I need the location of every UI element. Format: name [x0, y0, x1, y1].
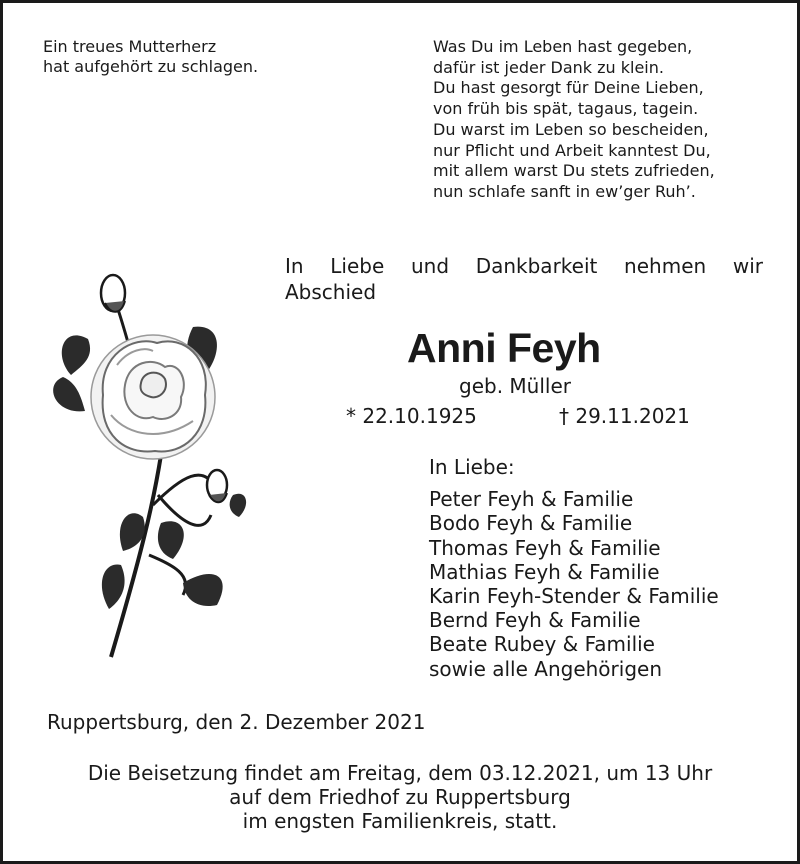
rose-illustration — [33, 265, 273, 665]
poem-line: von früh bis spät, tagaus, tagein. — [433, 99, 699, 119]
funeral-line: auf dem Friedhof zu Ruppertsburg — [229, 785, 571, 809]
poem-line: nur Pflicht und Arbeit kanntest Du, — [433, 140, 711, 160]
motto-left-line: hat aufgehört zu schlagen. — [43, 57, 259, 76]
maiden-name: geb. Müller — [459, 374, 571, 398]
mourners-heading: In Liebe: — [429, 455, 515, 479]
deceased-name: Anni Feyh — [407, 325, 601, 371]
mourners-list — [429, 455, 719, 681]
death-date: † 29.11.2021 — [559, 404, 690, 428]
funeral-notice — [3, 761, 797, 833]
poem-line: mit allem warst Du stets zufrieden, — [433, 161, 715, 181]
funeral-line: im engsten Familienkreis, statt. — [242, 809, 558, 833]
poem-line: nun schlafe sanft in ew’ger Ruh’. — [433, 181, 696, 201]
farewell-intro: In Liebe und Dankbarkeit nehmen wir Abschied — [285, 254, 763, 304]
mourner-entry: sowie alle Angehörigen — [429, 656, 662, 681]
mourner-entry: Bernd Feyh & Familie — [429, 608, 641, 633]
poem-line: Was Du im Leben hast gegeben, — [433, 37, 693, 56]
motto-left — [43, 37, 363, 77]
mourner-entry: Bodo Feyh & Familie — [429, 511, 633, 536]
poem-line: dafür ist jeder Dank zu klein. — [433, 57, 664, 77]
motto-left-line: Ein treues Mutterherz — [43, 37, 217, 56]
mourner-entry: Mathias Feyh & Familie — [429, 559, 660, 584]
poem-line: Du warst im Leben so bescheiden, — [433, 119, 709, 139]
mourner-entry: Beate Rubey & Familie — [429, 632, 655, 657]
place-and-date: Ruppertsburg, den 2. Dezember 2021 — [47, 710, 426, 734]
mourner-entry: Thomas Feyh & Familie — [429, 535, 661, 560]
funeral-line: Die Beisetzung findet am Freitag, dem 03.12.2021, um 13 Uhr — [87, 761, 713, 785]
birth-date: * 22.10.1925 — [346, 404, 477, 428]
memorial-poem — [433, 37, 783, 203]
poem-line: Du hast gesorgt für Deine Lieben, — [433, 78, 704, 98]
mourner-entry: Karin Feyh-Stender & Familie — [429, 584, 719, 609]
mourner-entry: Peter Feyh & Familie — [429, 487, 634, 512]
